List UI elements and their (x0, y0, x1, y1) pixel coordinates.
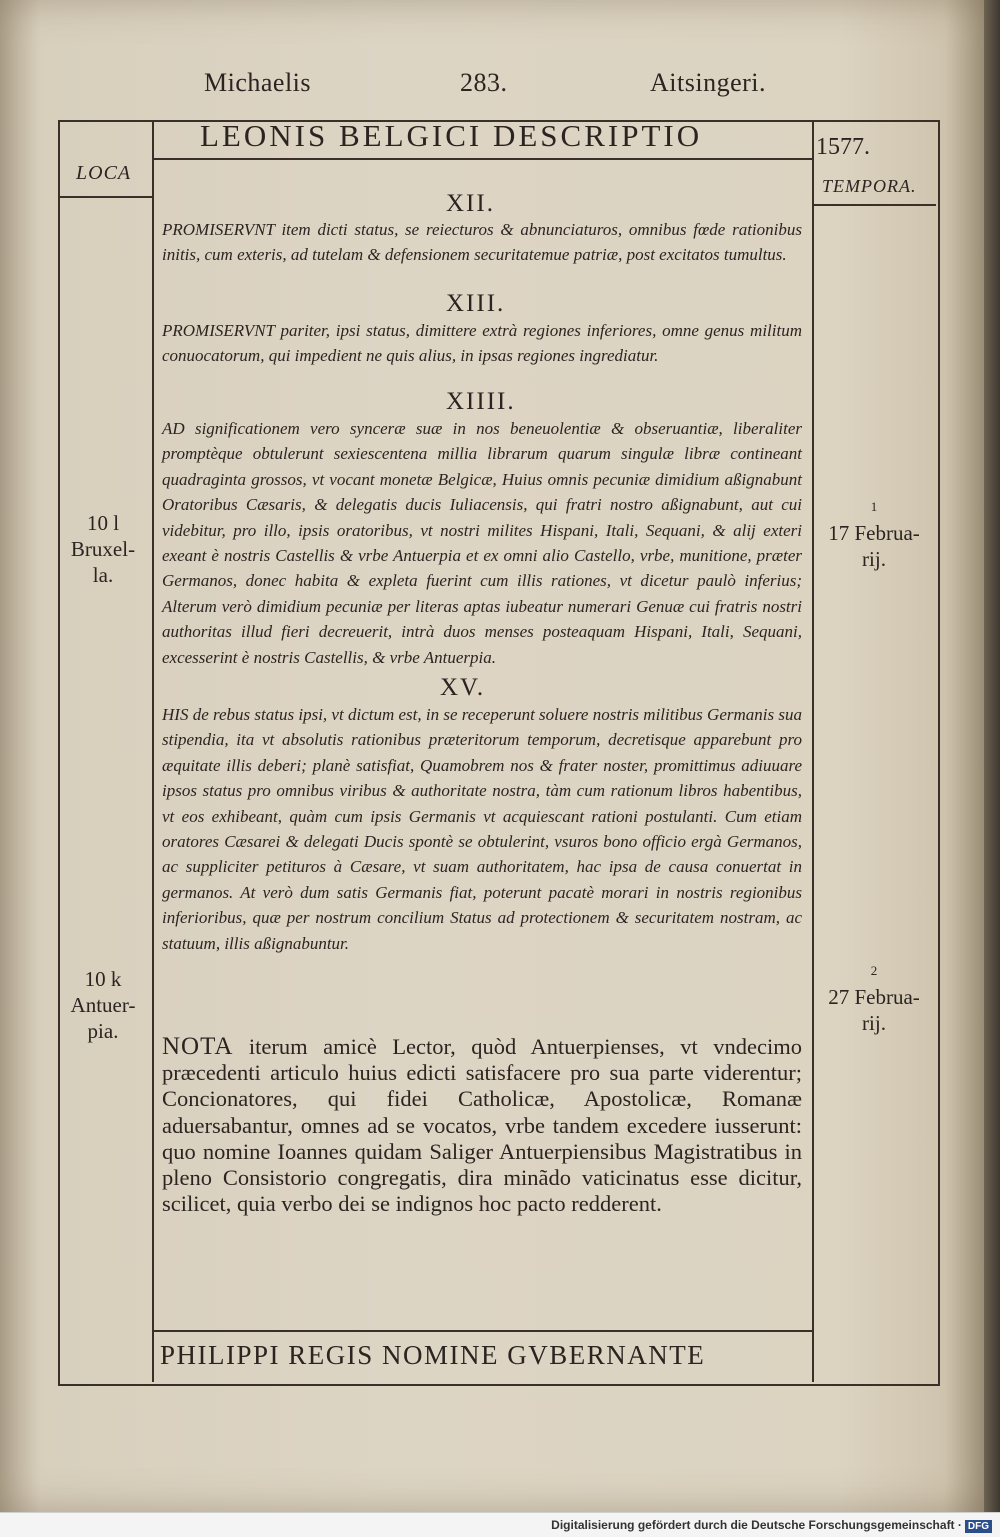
section-lead: PROMISERVNT (162, 220, 275, 239)
section-body: de rebus status ipsi, vt dictum est, in se receperunt soluere nostris militibus Germanis sua stipendia, ita vt absolutis rationibus præteritorum temporum, decretisque apparebunt pro æquitate illis deberi; planè satisfiat, Quamobrem nos & frater noster, promittimus adiuuare ipsos status pro omnibus viribus & authoritate nostra, tàm cum rationum libros habentibus, vt eos exhibeant, quàm cum ipsis Germanis vt acquiescant rationi postulanti. Cum etiam oratores Cæsarei & delegati Ducis spontè se obtulerint, vsuros bono officio ergà Germanos, ac suppliciter petituros à Cæsare, vt suam authoritatem, hac ipsa de causa conuertat in germanos. At verò dum satis Germanis fiat, poterunt pacatè morari in nostris regionibus inferioribus, quæ per nostrum concilium Status ad protectionem & securitatem nostram, ac statuum, illis aßignabuntur. (162, 705, 802, 953)
section-lead: AD (162, 419, 185, 438)
section-numeral-xii: XII. (446, 190, 495, 217)
tempora-note-line: 27 Februa- (828, 985, 920, 1009)
section-lead: PROMISERVNT (162, 321, 275, 340)
tempora-note-27-februarij (812, 958, 936, 1036)
loca-note-line: pia. (87, 1019, 119, 1043)
tempora-note-line: 17 Februa- (828, 521, 920, 545)
nota-lead: NOTA (162, 1033, 234, 1060)
section-text-xiii (162, 318, 802, 369)
tempora-note-line: rij. (862, 547, 886, 571)
nota-body: iterum amicè Lector, quòd Antuerpienses, vt vndecimo præcedenti articulo huius edicti satisfacere pro sua parte viderentur; Concionatores, qui fidei Catholicæ, Apostolicæ, Romanæ aduersabantur, omnes ad se vocatos, vrbe tandem excedere iusserunt: quo nomine Ioannes quidam Saliger Antuerpiensibus Magistratibus in pleno Consistorio congregatis, dira minãdo vaticinatus esse dicitur, scilicet, quia verbo dei se indignos hoc pacto redderent. (162, 1034, 802, 1217)
digitization-bar (0, 1512, 1000, 1537)
tempora-note-num: 2 (870, 963, 878, 978)
tempora-note-line: rij. (862, 1011, 886, 1035)
running-head-right: Aitsingeri. (650, 68, 766, 97)
loca-note-antuerpia (58, 966, 148, 1044)
section-text-xiiii (162, 416, 802, 670)
loca-note-line: la. (92, 563, 114, 587)
loca-note-line: Bruxel- (70, 537, 136, 561)
tempora-note-num: 1 (870, 499, 878, 514)
loca-note-line: Antuer- (70, 993, 136, 1017)
section-body: pariter, ipsi status, dimittere extrà regiones inferiores, omne genus militum conuocatorum, qui impedient ne quis alius, in ipsas regiones ingrediatur. (162, 321, 802, 366)
nota-paragraph (162, 1034, 802, 1217)
section-numeral-xiiii: XIIII. (446, 388, 516, 415)
section-text-xii (162, 217, 802, 268)
title-rule (152, 158, 812, 160)
section-numeral-xv: XV. (440, 674, 486, 701)
footer-rule (152, 1330, 812, 1332)
page-number: 283. (460, 68, 508, 97)
page-title: LEONIS BELGICI DESCRIPTIO (200, 118, 703, 153)
page-footer-title: PHILIPPI REGIS NOMINE GVBERNANTE (160, 1340, 706, 1370)
credit-text: Digitalisierung gefördert durch die Deutsche Forschungsgemeinschaft · (551, 1518, 962, 1532)
loca-header: LOCA (76, 162, 132, 184)
section-text-xv (162, 702, 802, 956)
section-body: item dicti status, se reiecturos & abnunciaturos, omnibus fœde rationibus initis, cum exteris, ad tutelam & defensionem securitatemue patriæ, post excitatos tumultus. (162, 220, 802, 265)
tempora-header: TEMPORA. (822, 176, 917, 196)
tempora-note-17-februarij (812, 494, 936, 572)
page-edge (984, 0, 1000, 1512)
tempora-rule (812, 204, 936, 206)
loca-rule (58, 196, 152, 198)
digitization-credit (551, 1518, 992, 1533)
loca-note-ref: 10 l (86, 511, 120, 535)
section-lead: HIS (162, 705, 189, 724)
dfg-logo-icon: DFG (965, 1520, 992, 1533)
loca-note-ref: 10 k (84, 967, 122, 991)
loca-note-bruxella (58, 510, 148, 588)
section-body: significationem vero synceræ suæ in nos beneuolentiæ & obseruantiæ, liberaliter promptèque obtulerunt sexiescentena millia librarum quarum singulæ libræ contineant quadraginta grossos, vt vocant monetæ Belgicæ, Huius omnis pecuniæ dimidium aßignabunt Oratoribus Cæsaris, & delegatis ducis Iuliacensis, qui fratri nostro aßignabunt, aut cui videbitur, pro illo, ipsis oratoribus, vt nostri milites Hispani, Itali, Sequani, & alij exteri exeant è nostris Castellis & vrbe Antuerpia et ex omni alio Castello, vrbe, munitione, præter Germanos, donec habita & expleta fuerint cum illis rationes, vt dicetur paulò inferius; Alterum verò dimidium pecuniæ per literas aptas iubeatur numerari Genuæ cui fratris nostri authoritas illud fieri decreuerit, intrà duos menses posteaquam Hispani, Itali, Sequani, excesserint è nostris Castellis, & vrbe Antuerpia. (162, 419, 802, 667)
year-label: 1577. (816, 134, 870, 160)
running-head-left: Michaelis (204, 68, 312, 97)
section-numeral-xiii: XIII. (446, 290, 506, 317)
